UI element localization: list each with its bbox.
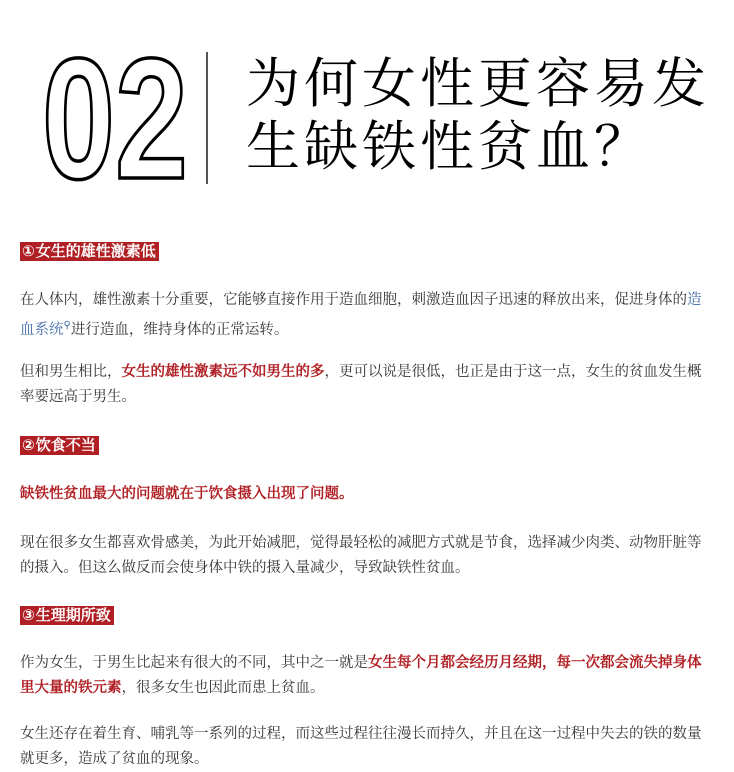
blood-system-link[interactable]: 造血系统: [20, 292, 702, 338]
article-header: [0, 0, 734, 215]
title-line-2: 生缺铁性贫血？: [246, 115, 652, 178]
search-icon[interactable]: ⚲: [63, 320, 71, 331]
section-number-text: 02: [42, 23, 188, 215]
section-heading-2: [20, 436, 99, 455]
highlight-text: 女生的雄性激素远不如男生的多: [121, 364, 325, 380]
header-divider: [206, 52, 208, 184]
page-title: [246, 52, 726, 178]
paragraph-1-1: 在人体内，雄性激素十分重要，它能够直接作用于造血细胞，刺激造血因子迅速的释放出来，促进身体的造血系统⚲进行造血，维持身体的正常运转。: [20, 292, 702, 338]
paragraph-3-1: 作为女生，于男生比起来有很大的不同，其中之一就是女生每个月都会经历月经期，每一次都会流失掉身体里大量的铁元素，很多女生也因此而患上贫血。: [20, 655, 702, 696]
section-number-02: [42, 23, 188, 215]
section-title-1: 女生的雄性激素低: [35, 242, 156, 260]
section-index-1: ①: [22, 242, 35, 260]
paragraph-3-2: 女生还存在着生育、哺乳等一系列的过程，而这些过程往往漫长而持久，并且在这一过程中失去的铁的数量就更多，造成了贫血的现象。: [20, 726, 702, 767]
section-title-3: 生理期所致: [35, 606, 111, 624]
section-title-2: 饮食不当: [35, 436, 96, 454]
section-heading-1: [20, 242, 159, 261]
paragraph-2-2: 现在很多女生都喜欢骨感美，为此开始减肥，觉得最轻松的减肥方式就是节食，选择减少肉类、动物肝脏等的摄入。但这么做反而会使身体中铁的摄入量减少，导致缺铁性贫血。: [20, 535, 702, 576]
highlight-text: 女生每个月都会经历月经期，每一次都会流失掉身体里大量的铁元素: [20, 655, 702, 696]
title-line-1: 为何女性更容易发: [246, 52, 710, 115]
paragraph-1-2: 但和男生相比，女生的雄性激素远不如男生的多，更可以说是很低，也正是由于这一点，女生的贫血发生概率要远高于男生。: [20, 364, 702, 405]
section-heading-3: [20, 606, 114, 625]
section-index-2: ②: [22, 436, 35, 454]
section-index-3: ③: [22, 606, 35, 624]
paragraph-2-1: 缺铁性贫血最大的问题就在于饮食摄入出现了问题。: [20, 486, 354, 502]
